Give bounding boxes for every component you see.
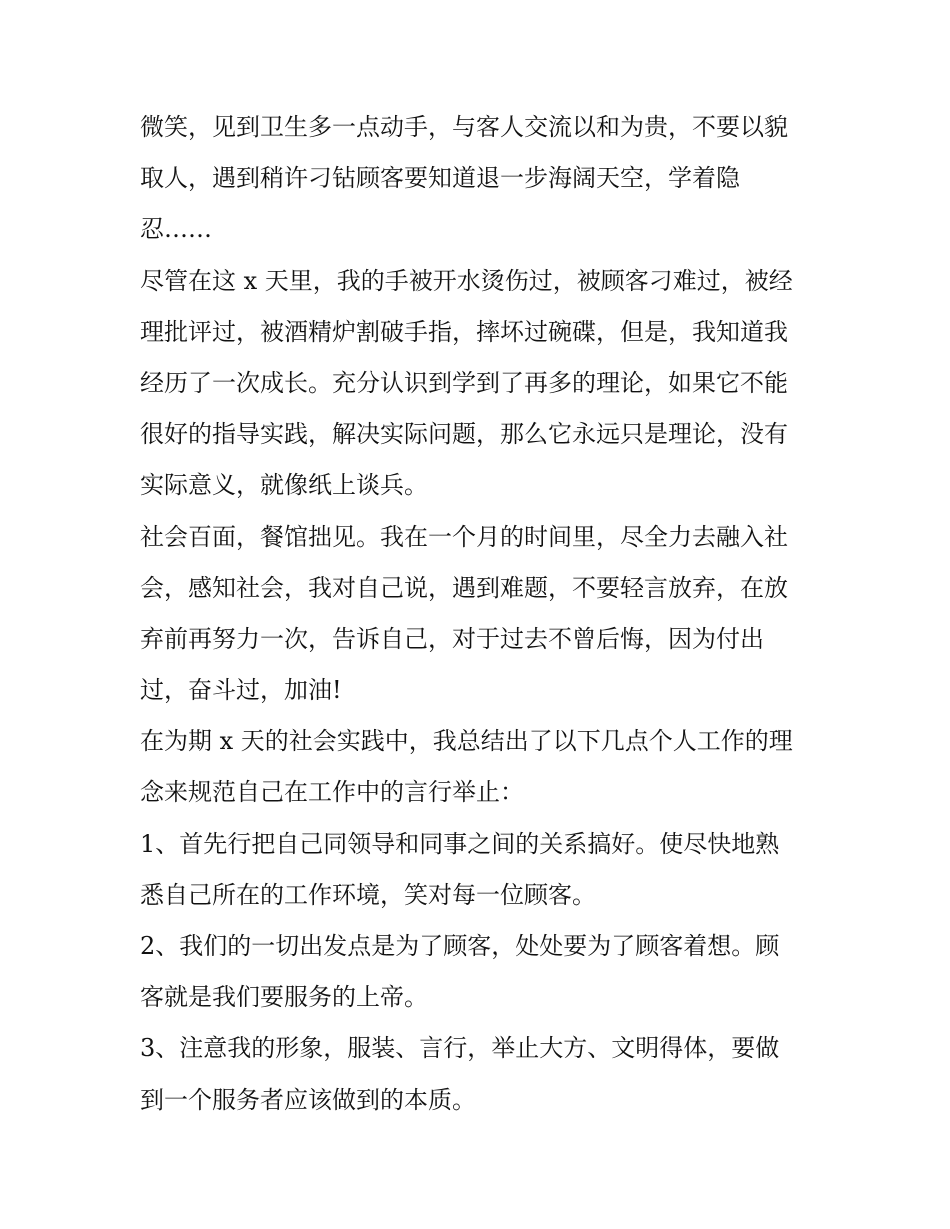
text-line: 忍…… [140,215,212,244]
paragraph-3 [140,512,820,717]
paragraph-4 [140,716,820,818]
text-line: 2、我们的一切出发点是为了顾客，处处要为了顾客着想。顾 [140,932,780,960]
text-line: 很好的指导实践，解决实际问题，那么它永远只是理论，没有 [140,420,788,449]
text-line: 过，奋斗过，加油! [140,676,342,705]
text-line: 1、首先行把自己同领导和同事之间的关系搞好。使尽快地熟 [140,829,780,858]
list-item-2 [140,921,820,1023]
text-line: 微笑，见到卫生多一点动手，与客人交流以和为贵，不要以貌 [140,113,788,141]
text-line: 会，感知社会，我对自己说，遇到难题，不要轻言放弃，在放 [140,573,788,602]
text-line: 悉自己所在的工作环境，笑对每一位顾客。 [140,880,596,909]
text-line: 实际意义，就像纸上谈兵。 [140,471,428,500]
text-line: 理批评过，被酒精炉割破手指，摔坏过碗碟，但是，我知道我 [140,317,788,346]
text-line: 弃前再努力一次，告诉自己，对于过去不曾后悔，因为付出 [140,624,764,653]
list-item-3 [140,1023,820,1125]
text-line: 3、注意我的形象，服装、言行，举止大方、文明得体，要做 [140,1034,780,1063]
text-line: 尽管在这 x 天里，我的手被开水烫伤过，被顾客刁难过，被经 [140,266,793,295]
list-item-1 [140,819,820,921]
text-line: 在为期 x 天的社会实践中，我总结出了以下几点个人工作的理 [140,727,793,756]
text-line: 取人，遇到稍许刁钻顾客要知道退一步海阔天空，学着隐 [140,164,740,193]
text-line: 客就是我们要服务的上帝。 [140,983,428,1012]
text-line: 念来规范自己在工作中的言行举止： [140,778,524,807]
text-line: 社会百面，餐馆拙见。我在一个月的时间里，尽全力去融入社 [140,522,788,551]
document-body [140,102,820,1126]
paragraph-1 [140,102,820,256]
text-line: 到一个服务者应该做到的本质。 [140,1085,476,1114]
paragraph-2 [140,256,820,512]
text-line: 经历了一次成长。充分认识到学到了再多的理论，如果它不能 [140,368,788,397]
